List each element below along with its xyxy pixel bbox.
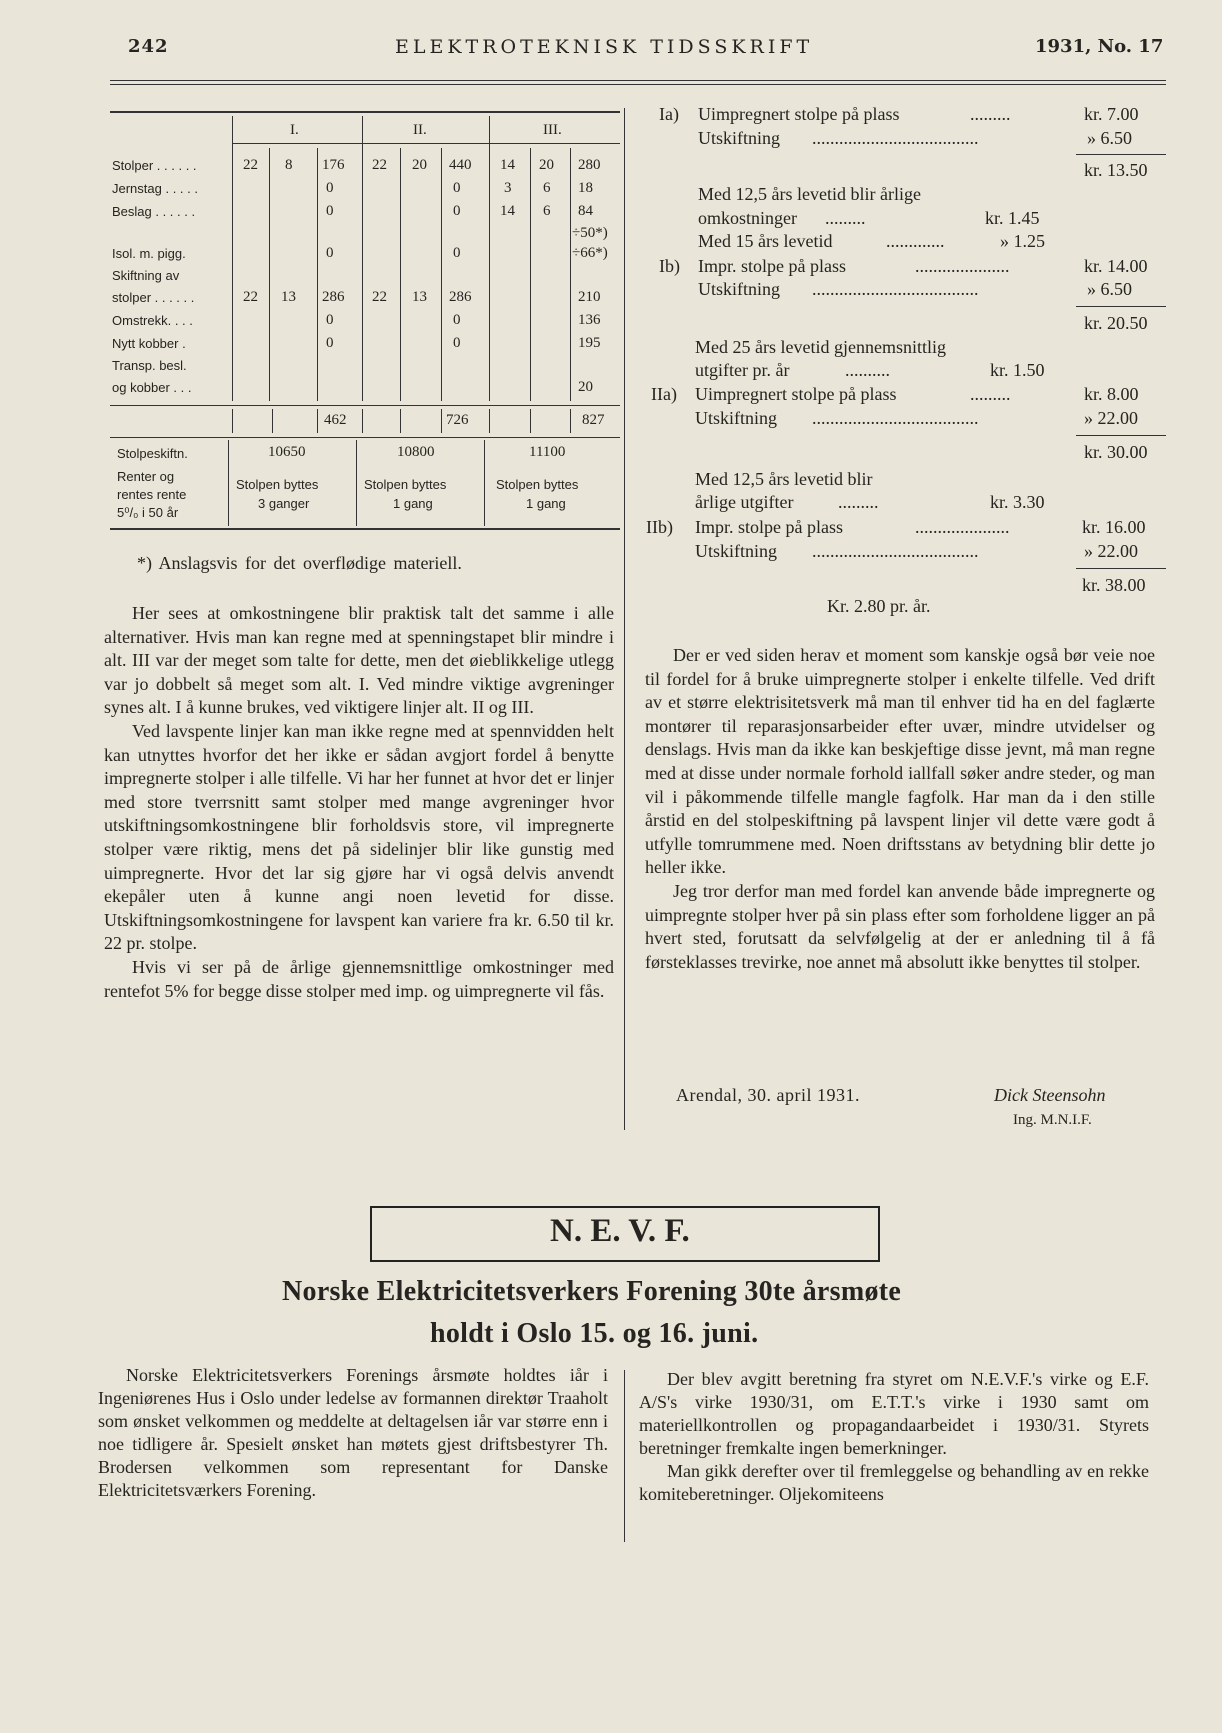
calc-note: utgifter pr. år: [695, 360, 790, 380]
right-text: [645, 644, 1155, 974]
table-cell: 0: [326, 203, 334, 219]
renter-label: rentes rente: [117, 487, 187, 502]
table-cell: 84: [578, 203, 593, 219]
table-cell: 14: [500, 203, 515, 219]
paragraph: Hvis vi ser på de årlige gjennemsnittlige omkostninger med rentefot 5% for begge disse stolper med imp. og uimpregnerte vil fås.: [104, 956, 614, 1001]
calc-value: kr. 7.00: [1084, 104, 1139, 124]
article-title-line2: holdt i Oslo 15. og 16. juni.: [430, 1318, 759, 1349]
nevf-right-text: [639, 1368, 1149, 1506]
row-label: Omstrekk. . . .: [112, 313, 193, 328]
table-cell: 6: [543, 203, 551, 219]
nevf-heading: N. E. V. F.: [550, 1213, 690, 1249]
place-date: Arendal, 30. april 1931.: [676, 1085, 860, 1105]
page-number: 242: [128, 36, 169, 57]
paragraph: Jeg tror derfor man med fordel kan anvende både impregnerte og uimpregnte stolper hver på sin plass efter som forholdene ligger an på hvert sted, forutsatt da selvfølgelig at der er anledning til å få førsteklasses trevirke, noe annet må absolutt ikke benyttes til stolper.: [645, 880, 1155, 972]
calc-sum: kr. 30.00: [1084, 442, 1148, 462]
table-cell: ÷50*): [572, 225, 608, 241]
row-label: og kobber . . .: [112, 380, 192, 395]
calc-note: Med 12,5 års levetid blir årlige: [698, 184, 921, 204]
table-cell: 0: [453, 180, 461, 196]
table-cell: 0: [326, 335, 334, 351]
footnote: *) Anslagsvis for det overflødige materiell.: [137, 553, 462, 573]
calc-note: Med 15 års levetid: [698, 231, 833, 251]
bytte-cell: 1 gang: [526, 496, 566, 511]
table-cell: 22: [372, 157, 387, 173]
row-label: Skiftning av: [112, 268, 180, 283]
author-name: Dick Steensohn: [994, 1085, 1106, 1105]
calc-line: Utskiftning: [695, 541, 778, 561]
paragraph: Der blev avgitt beretning fra styret om N.E.V.F.'s virke og E.F. A/S's virke 1930/31, om E.T.T.'s virke i 1930 samt om materiellkontrollen og propagandaarbeidet i 1930/31. Styrets beretninger fremkalte ingen bemerkninger.: [639, 1369, 1149, 1458]
skift-value: 11100: [529, 444, 566, 460]
calc-sum: kr. 38.00: [1082, 575, 1146, 595]
header-rule: [110, 80, 1166, 81]
calc-label: Ia): [659, 104, 679, 124]
paragraph: Der er ved siden herav et moment som kanskje også bør veie noe til fordel for å bruke uimpregnerte stolper i enkelte tilfelle. Ved drift av et større elektrisitetsverk må man til enhver tid ha en del faglærte montører til reparasjonsarbeider efter uvær, mindre utvidelser og denslags. Hvis man da ikke kan beskjeftige disse jevnt, må man regne med at disse under normale forhold iallfall søker andre steder, og man vil i påkommende tilfelle mangle fagfolk. Har man da i den stille årstid en del stolpeskiftning på lavspent linjer vil dette være godt å utfylle tomrummene med. Noen driftsstans av betydning blir dette jo heller ikke.: [645, 645, 1155, 878]
paragraph: Her sees at omkostningene blir praktisk talt det samme i alle alternativer. Hvis man kan regne med at spenningstapet blir mindre i alt. III var der meget som talte for dette, men det øieblikkelige utlegg var jo dobbelt så meget som alt. I. Ved mindre viktige avgreninger synes alt. I å kunne brukes, ved viktigere linjer alt. II og III.: [104, 603, 614, 718]
renter-label: 5⁰/₀ i 50 år: [117, 505, 179, 520]
calc-line: Impr. stolpe på plass: [698, 256, 846, 276]
table-cell: 210: [578, 289, 601, 305]
row-label: stolper . . . . . .: [112, 290, 195, 305]
column-divider-bottom: [624, 1370, 625, 1542]
calc-note-value: » 1.25: [1000, 231, 1045, 251]
row-label: Jernstag . . . . .: [112, 181, 198, 196]
table-cell: 195: [578, 335, 601, 351]
calc-label: IIa): [651, 384, 677, 404]
header-rule-2: [110, 84, 1166, 85]
table-cell: 22: [243, 157, 258, 173]
renter-label: Renter og: [117, 469, 175, 484]
skift-value: 10650: [268, 444, 306, 460]
bytte-cell: 3 ganger: [258, 496, 310, 511]
issue-number: 1931, No. 17: [1035, 36, 1164, 57]
row-label: Isol. m. pigg.: [112, 246, 186, 261]
author-title: Ing. M.N.I.F.: [1013, 1112, 1092, 1128]
calc-line: Uimpregnert stolpe på plass: [698, 104, 900, 124]
calc-label: Ib): [659, 256, 680, 276]
journal-title: ELEKTROTEKNISK TIDSSKRIFT: [395, 36, 814, 58]
calc-line: Utskiftning: [695, 408, 778, 428]
table-cell: 20: [412, 157, 427, 173]
table-cell: 176: [322, 157, 345, 173]
calc-line: Utskiftning: [698, 128, 781, 148]
total-cell: 726: [446, 412, 469, 428]
table-cell: 0: [453, 312, 461, 328]
table-cell: 22: [243, 289, 258, 305]
calc-value: » 6.50: [1087, 128, 1132, 148]
calc-note-value: kr. 1.50: [990, 360, 1045, 380]
skift-label: Stolpeskiftn.: [117, 446, 188, 461]
calc-note-value: kr. 1.45: [985, 208, 1040, 228]
paragraph: Man gikk derefter over til fremleggelse og behandling av en rekke komiteberetninger. Oljekomiteens: [639, 1461, 1149, 1504]
table-cell: ÷66*): [572, 245, 608, 261]
bytte-cell: Stolpen byttes: [496, 477, 579, 492]
nevf-left-text: [98, 1364, 608, 1502]
calc-line: Impr. stolpe på plass: [695, 517, 843, 537]
calc-note: Kr. 2.80 pr. år.: [827, 596, 931, 616]
table-cell: 20: [539, 157, 554, 173]
calc-sum: kr. 13.50: [1084, 160, 1148, 180]
total-cell: 827: [582, 412, 605, 428]
skift-value: 10800: [397, 444, 435, 460]
bytte-cell: 1 gang: [393, 496, 433, 511]
table-cell: 286: [449, 289, 472, 305]
table-cell: 20: [578, 379, 593, 395]
paragraph: Norske Elektricitetsverkers Forenings årsmøte holdtes iår i Ingeniørenes Hus i Oslo under ledelse av formannen direktør Traaholt som ønsket velkommen og meddelte at deltagelsen iår var større enn i noe tidligere år. Spesielt ønsket han møtets gjest driftsbestyrer Th. Brodersen velkommen som representant for Danske Elektricitetsværkers Forening.: [98, 1365, 608, 1500]
total-cell: 462: [324, 412, 347, 428]
table-cell: 136: [578, 312, 601, 328]
calc-value: kr. 16.00: [1082, 517, 1146, 537]
table-cell: 0: [326, 180, 334, 196]
article-title-line1: Norske Elektricitetsverkers Forening 30te årsmøte: [282, 1276, 902, 1307]
table-cell: 13: [412, 289, 427, 305]
calc-value: » 22.00: [1084, 408, 1138, 428]
left-text: [104, 602, 614, 1003]
calc-note: omkostninger: [698, 208, 797, 228]
calc-label: IIb): [646, 517, 673, 537]
calc-note: Med 12,5 års levetid blir: [695, 469, 873, 489]
table-cell: 286: [322, 289, 345, 305]
table-cell: 0: [453, 335, 461, 351]
calc-value: » 6.50: [1087, 279, 1132, 299]
table-cell: 22: [372, 289, 387, 305]
bytte-cell: Stolpen byttes: [364, 477, 447, 492]
table-cell: 14: [500, 157, 515, 173]
calc-value: » 22.00: [1084, 541, 1138, 561]
table-cell: 8: [285, 157, 293, 173]
calc-sum: kr. 20.50: [1084, 313, 1148, 333]
bytte-cell: Stolpen byttes: [236, 477, 319, 492]
calc-note: årlige utgifter: [695, 492, 794, 512]
table-cell: 0: [326, 245, 334, 261]
column-divider-top: [624, 108, 625, 1130]
table-cell: 18: [578, 180, 593, 196]
table-cell: 0: [453, 203, 461, 219]
row-label: Transp. besl.: [112, 358, 187, 373]
calc-line: Utskiftning: [698, 279, 781, 299]
row-label: Beslag . . . . . .: [112, 204, 196, 219]
group-header: III.: [543, 122, 562, 138]
calc-value: kr. 14.00: [1084, 256, 1148, 276]
paragraph: Ved lavspente linjer kan man ikke regne med at spennvidden helt kan utnyttes hvorfor det her ikke er sådan avgjort fordel å benytte impregnerte stolper i alle tilfelle. Vi har her funnet at hvor det er linjer med store tverrsnitt samt stolper med mange avgreninger hvor utskiftningsomkostningene blir forholdsvis store, vil impregnerte stolper være riktig, mens det på sidelinjer blir like gunstig med uimpregnerte. Hvor det lar sig gjøre har vi også delvis anvendt ekepåler uten å kunne angi noen levetid for disse. Utskiftningsomkostningene for lavspent kan variere fra kr. 6.50 til kr. 22 pr. stolpe.: [104, 720, 614, 954]
table-cell: 280: [578, 157, 601, 173]
calc-line: Uimpregnert stolpe på plass: [695, 384, 897, 404]
table-cell: 13: [281, 289, 296, 305]
row-label: Nytt kobber .: [112, 336, 186, 351]
table-cell: 0: [326, 312, 334, 328]
table-cell: 3: [504, 180, 512, 196]
group-header: II.: [413, 122, 427, 138]
group-header: I.: [290, 122, 299, 138]
calc-note: Med 25 års levetid gjennemsnittlig: [695, 337, 946, 357]
table-cell: 0: [453, 245, 461, 261]
calc-value: kr. 8.00: [1084, 384, 1139, 404]
table-cell: 6: [543, 180, 551, 196]
row-label: Stolper . . . . . .: [112, 158, 197, 173]
calc-note-value: kr. 3.30: [990, 492, 1045, 512]
table-cell: 440: [449, 157, 472, 173]
